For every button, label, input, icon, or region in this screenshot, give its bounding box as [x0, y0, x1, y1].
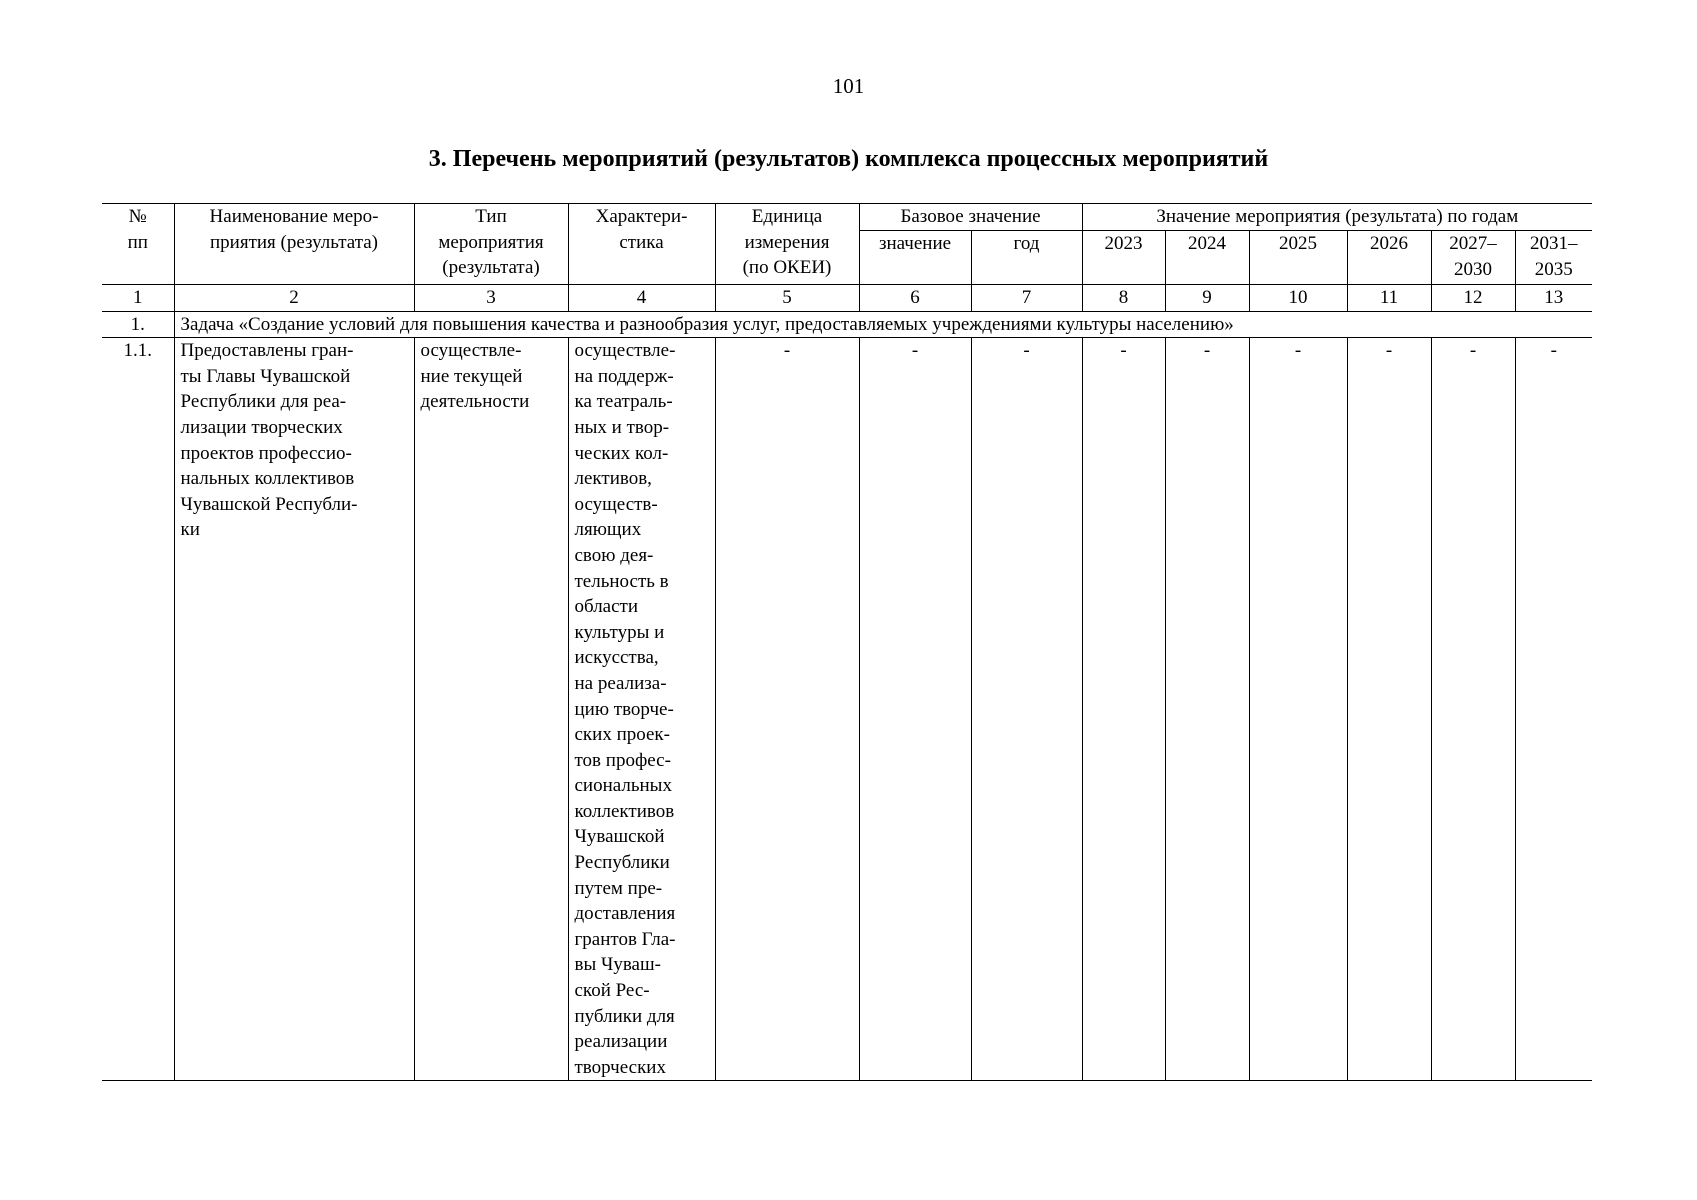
- row-unit: -: [715, 338, 859, 1081]
- row-characteristic-text: осуществле- на поддерж- ка театраль- ных и твор- ческих кол- лективов, осуществ- ляющих свою дея- тельность в области культуры и искусства, на реализа- цию творче- ских проек- тов профес- сиональных коллективов Чувашской Республики путем пре- доставления грантов Гла- вы Чуваш- ской Рес- публики для реализации творческих: [574, 340, 676, 1078]
- row-value-2024: -: [1165, 338, 1249, 1081]
- column-number: 9: [1165, 285, 1249, 312]
- column-number: 8: [1082, 285, 1165, 312]
- column-number: 13: [1515, 285, 1592, 312]
- header-unit: [715, 204, 859, 285]
- header-year-2024: 2024: [1165, 231, 1249, 285]
- header-years-group: Значение мероприятия (результата) по годам: [1082, 204, 1592, 231]
- row-type-text: осуществле- ние текущей деятельности: [420, 340, 530, 413]
- header-num-text: № пп: [127, 206, 148, 253]
- row-base-year: -: [971, 338, 1082, 1081]
- header-year-2031-2035: [1515, 231, 1592, 285]
- page-title: 3. Перечень мероприятий (результатов) комплекса процессных мероприятий: [428, 146, 1269, 172]
- column-number: 5: [715, 285, 859, 312]
- row-value-2025: -: [1249, 338, 1347, 1081]
- column-number: 1: [102, 285, 174, 312]
- header-type-text: Тип мероприятия (результата): [438, 206, 544, 279]
- page-number: 101: [832, 74, 865, 98]
- column-number: 10: [1249, 285, 1347, 312]
- column-number: 2: [174, 285, 414, 312]
- row-value-2023: -: [1082, 338, 1165, 1081]
- column-number: 6: [859, 285, 971, 312]
- row-type: [414, 338, 568, 1081]
- row-name: [174, 338, 414, 1081]
- row-characteristic: [568, 338, 715, 1081]
- row-value-2026: -: [1347, 338, 1431, 1081]
- row-number: 1.1.: [102, 338, 174, 1081]
- task-number: 1.: [102, 311, 174, 338]
- header-year-2023: 2023: [1082, 231, 1165, 285]
- header-characteristic: [568, 204, 715, 285]
- row-name-text: Предоставлены гран- ты Главы Чувашской Республики для реа- лизации творческих проектов профессио- нальных коллективов Чувашской Республи- ки: [180, 340, 358, 541]
- header-year-2031-2035-text: 2031– 2035: [1530, 233, 1578, 280]
- header-base-group: Базовое значение: [859, 204, 1082, 231]
- header-characteristic-text: Характери- стика: [595, 206, 688, 253]
- task-text: Задача «Создание условий для повышения качества и разнообразия услуг, предоставляемых учреждениями культуры населению»: [174, 311, 1592, 338]
- header-base-year: год: [971, 231, 1082, 285]
- column-number: 3: [414, 285, 568, 312]
- header-base-value: значение: [859, 231, 971, 285]
- row-base-value: -: [859, 338, 971, 1081]
- header-name: [174, 204, 414, 285]
- column-number: 4: [568, 285, 715, 312]
- column-number: 7: [971, 285, 1082, 312]
- column-number: 12: [1431, 285, 1515, 312]
- header-unit-text: Единица измерения (по ОКЕИ): [742, 206, 832, 279]
- row-value-2031-2035: -: [1515, 338, 1592, 1081]
- header-year-2027-2030: [1431, 231, 1515, 285]
- header-year-2027-2030-text: 2027– 2030: [1449, 233, 1497, 280]
- header-year-2026: 2026: [1347, 231, 1431, 285]
- header-type: [414, 204, 568, 285]
- row-value-2027-2030: -: [1431, 338, 1515, 1081]
- header-name-text: Наименование меро- приятия (результата): [209, 206, 379, 253]
- measures-table: [102, 203, 1592, 1081]
- header-num: [102, 204, 174, 285]
- column-number: 11: [1347, 285, 1431, 312]
- header-year-2025: 2025: [1249, 231, 1347, 285]
